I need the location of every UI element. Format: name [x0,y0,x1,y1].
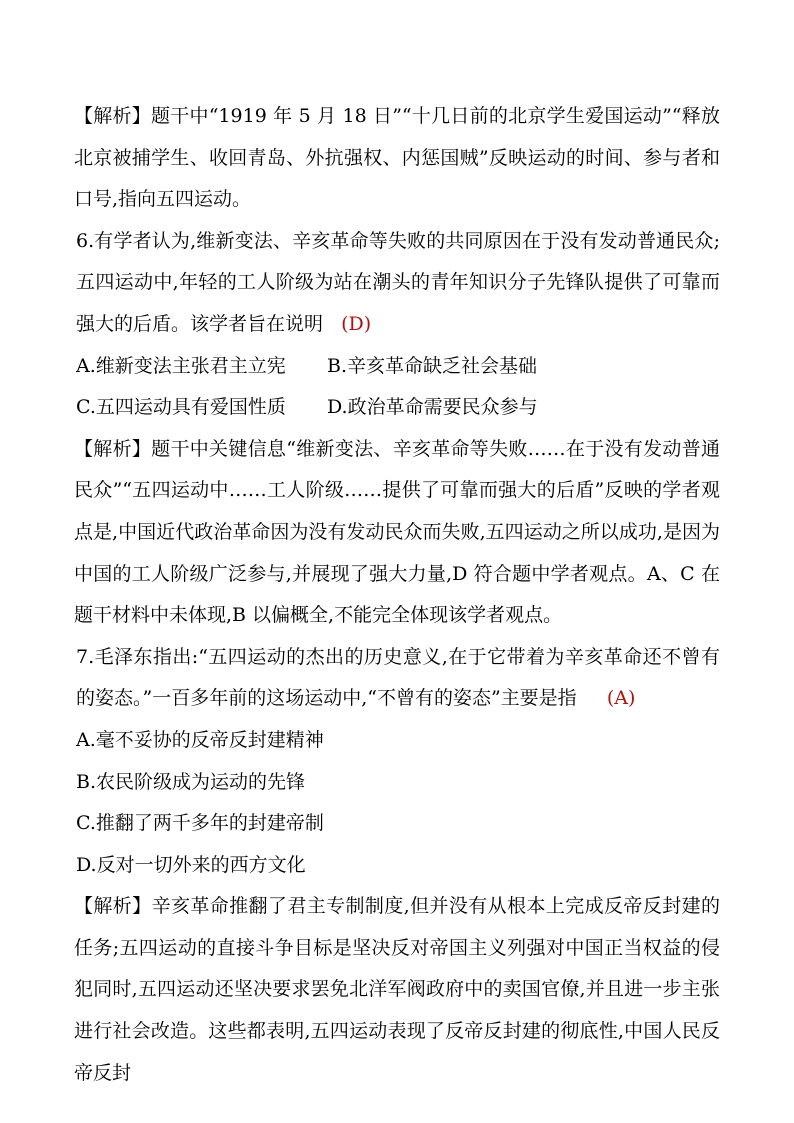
question-6-answer: (D) [341,312,372,335]
question-6-option-d: D.政治革命需要民众参与 [327,396,538,419]
question-7-option-c: C.推翻了两千多年的封建帝制 [76,812,324,835]
analysis-q5: 【解析】题干中“1919 年 5 月 18 日”“十几日前的北京学生爱国运动”“释放北京被捕学生、收回青岛、外抗强权、内惩国贼”反映运动的时间、参与者和口号,指向五四运动。 [74,105,720,211]
question-6-text: 6.有学者认为,维新变法、辛亥革命等失败的共同原因在于没有发动普通民众;五四运动中,年轻的工人阶级为站在潮头的青年知识分子先锋队提供了可靠而强大的后盾。该学者旨在说明 [76,229,720,335]
question-7-answer: (A) [606,687,636,710]
analysis-q7: 【解析】辛亥革命推翻了君主专制制度,但并没有从根本上完成反帝反封建的任务;五四运动的直接斗争目标是坚决反对帝国主义列强对中国正当权益的侵犯同时,五四运动还坚决要求罢免北洋军阀政府中的卖国官僚,并且进一步主张进行社会改造。这些都表明,五四运动表现了反帝反封建的彻底性,中国人民反帝反封 [74,895,720,1084]
question-6-option-a: A.维新变法主张君主立宪 [76,354,286,377]
question-7-text: 7.毛泽东指出:“五四运动的杰出的历史意义,在于它带着为辛亥革命还不曾有的姿态。”一百多年前的这场运动中,“不曾有的姿态”主要是指 [76,645,720,710]
question-6-stem [76,221,720,346]
question-6-option-c: C.五四运动具有爱国性质 [76,396,286,419]
question-7-option-b: B.农民阶级成为运动的先锋 [76,770,306,793]
question-6-option-b: B.辛亥革命缺乏社会基础 [327,354,538,377]
question-6-options-row-1 [76,346,720,388]
question-7-option-a: A.毫不妥协的反帝反封建精神 [76,728,324,751]
question-6-options-row-2 [76,387,720,429]
question-7-option-d: D.反对一切外来的西方文化 [76,853,306,876]
document-page [76,96,720,1094]
analysis-q6: 【解析】题干中关键信息“维新变法、辛亥革命等失败……在于没有发动普通民众”“五四运动中……工人阶级……提供了可靠而强大的后盾”反映的学者观点是,中国近代政治革命因为没有发动民众而失败,五四运动之所以成功,是因为中国的工人阶级广泛参与,并展现了强大力量,D 符合题中学者观点。A、C 在题干材料中未体现,B 以偏概全,不能完全体现该学者观点。 [74,437,720,627]
question-7-stem [76,637,720,720]
